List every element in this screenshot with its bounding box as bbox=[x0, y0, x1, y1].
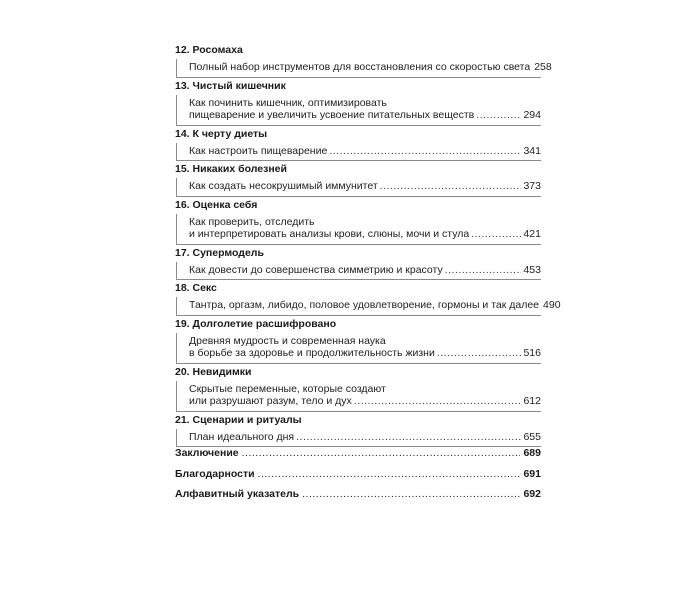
entry-subtitle-line: пищеварение и увеличить усвоение питательных веществ bbox=[189, 109, 475, 121]
backmatter-title: Заключение bbox=[175, 447, 239, 459]
chapter-entry bbox=[176, 95, 541, 126]
chapter-title: 14. К черту диеты bbox=[175, 127, 268, 140]
page-number: 516 bbox=[523, 347, 541, 359]
chapter-entry bbox=[176, 429, 541, 448]
dot-leader bbox=[437, 347, 522, 360]
toc-chapter[interactable] bbox=[175, 78, 541, 126]
entry-subtitle-line: Как довести до совершенства симметрию и красоту bbox=[189, 263, 443, 276]
backmatter-entry[interactable] bbox=[175, 447, 541, 468]
toc-chapter[interactable] bbox=[175, 245, 541, 281]
chapter-entry bbox=[176, 333, 541, 364]
page-number: 453 bbox=[523, 263, 541, 276]
chapter-title: 13. Чистый кишечник bbox=[175, 79, 286, 92]
page-number: 490 bbox=[543, 299, 561, 311]
page-number: 692 bbox=[523, 488, 541, 500]
chapter-title: 16. Оценка себя bbox=[175, 198, 258, 211]
toc-chapter[interactable] bbox=[175, 316, 541, 364]
chapter-title: 12. Росомаха bbox=[175, 44, 243, 56]
entry-subtitle-line: Как создать несокрушимый иммунитет bbox=[189, 180, 378, 192]
dot-leader bbox=[471, 228, 521, 241]
toc-chapter[interactable] bbox=[175, 364, 541, 412]
chapter-title: 21. Сценарии и ритуалы bbox=[175, 413, 302, 426]
page-number: 373 bbox=[523, 180, 541, 192]
entry-subtitle-line: Как починить кишечник, оптимизировать bbox=[189, 96, 387, 109]
chapter-title: 15. Никаких болезней bbox=[175, 163, 287, 175]
page-number: 421 bbox=[523, 228, 541, 240]
chapter-title: 17. Супермодель bbox=[175, 246, 264, 259]
page-number: 691 bbox=[523, 467, 541, 480]
chapter-entry bbox=[176, 143, 541, 162]
dot-leader bbox=[258, 468, 521, 481]
page-number: 258 bbox=[534, 61, 552, 73]
backmatter-title: Благодарности bbox=[175, 467, 255, 480]
chapter-entry bbox=[176, 297, 561, 316]
entry-subtitle-line: в борьбе за здоровье и продолжительность жизни bbox=[189, 347, 435, 359]
page-number: 294 bbox=[523, 109, 541, 121]
chapter-title: 18. Секс bbox=[175, 282, 217, 294]
page-number: 655 bbox=[523, 430, 541, 443]
backmatter-entry[interactable] bbox=[175, 488, 541, 509]
entry-subtitle-line: Как настроить пищеварение bbox=[189, 144, 328, 157]
dot-leader bbox=[445, 264, 522, 277]
chapter-title: 19. Долголетие расшифровано bbox=[175, 317, 337, 330]
chapter-entry bbox=[176, 214, 541, 245]
page-number: 612 bbox=[523, 395, 541, 407]
toc-chapter[interactable] bbox=[175, 412, 541, 448]
chapter-entry bbox=[176, 262, 541, 281]
chapter-entry bbox=[176, 59, 552, 78]
entry-subtitle-line: План идеального дня bbox=[189, 430, 295, 443]
toc-chapter[interactable] bbox=[175, 197, 541, 245]
dot-leader bbox=[354, 395, 522, 408]
toc-chapter[interactable] bbox=[175, 280, 561, 316]
entry-subtitle-line: Тантра, оргазм, либидо, половое удовлетворение, гормоны и так далее bbox=[189, 299, 540, 311]
chapter-entry bbox=[176, 178, 541, 197]
entry-subtitle-line: или разрушают разум, тело и дух bbox=[189, 395, 352, 407]
toc-chapter[interactable] bbox=[175, 42, 552, 78]
page-number: 341 bbox=[523, 144, 541, 157]
entry-subtitle-line: Древняя мудрость и современная наука bbox=[189, 334, 386, 347]
chapter-entry bbox=[176, 381, 541, 412]
entry-subtitle-line: Скрытые переменные, которые создают bbox=[189, 382, 386, 395]
dot-leader bbox=[380, 180, 522, 193]
toc-chapter[interactable] bbox=[175, 161, 541, 197]
dot-leader bbox=[329, 145, 521, 158]
entry-subtitle-line: Полный набор инструментов для восстановления со скоростью света bbox=[189, 61, 531, 73]
backmatter-list bbox=[175, 447, 541, 509]
dot-leader bbox=[302, 488, 520, 501]
chapter-title: 20. Невидимки bbox=[175, 365, 252, 378]
backmatter-title: Алфавитный указатель bbox=[175, 488, 300, 500]
dot-leader bbox=[476, 109, 521, 122]
backmatter-entry[interactable] bbox=[175, 468, 541, 489]
entry-subtitle-line: и интерпретировать анализы крови, слюны, мочи и стула bbox=[189, 228, 470, 240]
table-of-contents bbox=[175, 42, 561, 447]
page-number: 689 bbox=[523, 447, 541, 459]
entry-subtitle-line: Как проверить, отследить bbox=[189, 215, 315, 228]
dot-leader bbox=[242, 447, 521, 460]
toc-chapter[interactable] bbox=[175, 126, 541, 162]
dot-leader bbox=[296, 431, 521, 444]
